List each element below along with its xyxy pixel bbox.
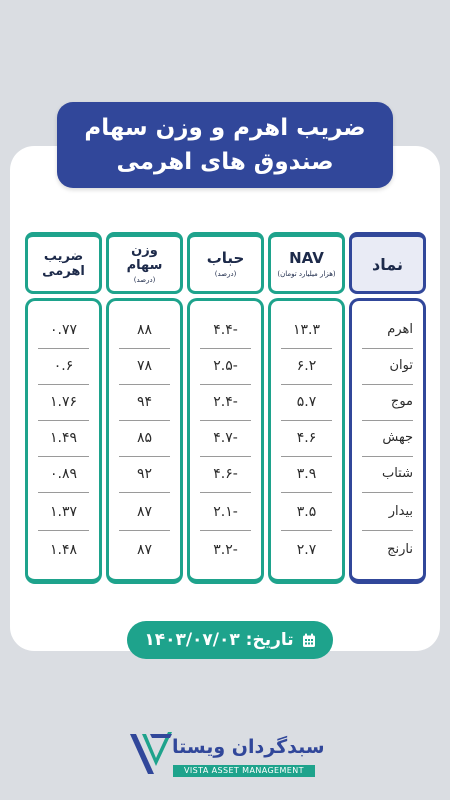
body-leverage	[25, 298, 102, 584]
body-symbol	[349, 298, 426, 584]
row-divider	[362, 384, 413, 385]
vista-logo-mark-icon	[128, 728, 174, 780]
row-divider	[119, 456, 170, 457]
cell-symbol: جهش	[382, 430, 413, 445]
cell-stock-weight: ۸۷	[136, 542, 153, 558]
header-bubble-unit: (درصد)	[214, 269, 237, 278]
row-divider	[119, 492, 170, 493]
cell-nav: ۳.۹	[296, 466, 317, 482]
cell-leverage: ۰.۷۷	[49, 322, 77, 338]
row-divider	[200, 384, 251, 385]
cell-nav: ۴.۶	[296, 430, 317, 446]
row-divider	[362, 530, 413, 531]
row-divider	[200, 530, 251, 531]
row-divider	[281, 492, 332, 493]
cell-bubble: -۲.۱	[213, 504, 238, 520]
row-divider	[281, 348, 332, 349]
row-divider	[200, 420, 251, 421]
row-divider	[200, 492, 251, 493]
date-badge	[127, 621, 333, 659]
cell-bubble: -۲.۵	[213, 358, 238, 374]
cell-bubble: -۴.۴	[213, 322, 238, 338]
cell-stock-weight: ۸۵	[136, 430, 153, 446]
row-divider	[38, 456, 89, 457]
header-nav-label: NAV	[289, 248, 324, 267]
row-divider	[362, 420, 413, 421]
row-divider	[281, 420, 332, 421]
cell-leverage: ۱.۴۸	[49, 542, 77, 558]
row-divider	[119, 530, 170, 531]
date-text: تاریخ: ۱۴۰۳/۰۷/۰۳	[144, 630, 294, 650]
header-leverage-line2: اهرمی	[42, 264, 85, 279]
row-divider	[38, 348, 89, 349]
cell-symbol: موج	[390, 394, 413, 409]
cell-bubble: -۲.۴	[213, 394, 238, 410]
title-line-1: ضریب اهرم و وزن سهام	[84, 115, 366, 141]
cell-symbol: نارنج	[387, 542, 413, 557]
row-divider	[119, 348, 170, 349]
cell-nav: ۱۳.۳	[292, 322, 320, 338]
cell-symbol: توان	[389, 358, 413, 373]
header-leverage	[25, 232, 102, 294]
row-divider	[362, 348, 413, 349]
row-divider	[38, 530, 89, 531]
cell-bubble: -۴.۷	[213, 430, 238, 446]
cell-bubble: -۳.۲	[213, 542, 238, 558]
row-divider	[119, 420, 170, 421]
cell-symbol: بیدار	[388, 504, 413, 519]
cell-symbol: شتاب	[381, 466, 413, 481]
row-divider	[38, 384, 89, 385]
header-nav-unit: (هزار میلیارد تومان)	[277, 269, 336, 278]
cell-nav: ۶.۲	[296, 358, 317, 374]
row-divider	[362, 492, 413, 493]
row-divider	[281, 530, 332, 531]
body-stock-weight	[106, 298, 183, 584]
row-divider	[281, 384, 332, 385]
cell-nav: ۵.۷	[296, 394, 317, 410]
cell-leverage: ۱.۷۶	[49, 394, 77, 410]
header-nav	[268, 232, 345, 294]
body-bubble	[187, 298, 264, 584]
cell-nav: ۳.۵	[296, 504, 317, 520]
row-divider	[200, 456, 251, 457]
logo-subtitle: VISTA ASSET MANAGEMENT	[173, 765, 315, 777]
cell-symbol: اهرم	[387, 322, 413, 337]
header-stock-weight	[106, 232, 183, 294]
cell-leverage: ۱.۴۹	[49, 430, 77, 446]
cell-stock-weight: ۹۴	[136, 394, 153, 410]
row-divider	[362, 456, 413, 457]
title-line-2: صندوق های اهرمی	[116, 149, 334, 175]
title-banner	[57, 102, 393, 188]
header-leverage-line1: ضریب	[43, 249, 84, 264]
cell-leverage: ۱.۳۷	[49, 504, 77, 520]
header-symbol	[349, 232, 426, 294]
row-divider	[200, 348, 251, 349]
row-divider	[119, 384, 170, 385]
header-bubble-label: حباب	[206, 248, 245, 267]
cell-leverage: ۰.۸۹	[49, 466, 77, 482]
header-weight-line2: سهام	[126, 258, 163, 273]
vista-logo	[128, 728, 328, 780]
cell-nav: ۲.۷	[296, 542, 317, 558]
cell-bubble: -۴.۶	[213, 466, 238, 482]
row-divider	[281, 456, 332, 457]
cell-stock-weight: ۷۸	[136, 358, 153, 374]
cell-leverage: ۰.۶	[53, 358, 74, 374]
calendar-icon	[302, 633, 316, 648]
header-weight-line1: وزن	[131, 243, 158, 258]
row-divider	[38, 492, 89, 493]
cell-stock-weight: ۸۷	[136, 504, 153, 520]
row-divider	[38, 420, 89, 421]
header-symbol-label: نماد	[372, 254, 403, 274]
logo-brand-text: سبدگردان ویستا	[172, 736, 325, 758]
body-nav	[268, 298, 345, 584]
cell-stock-weight: ۹۲	[136, 466, 153, 482]
cell-stock-weight: ۸۸	[136, 322, 153, 338]
header-bubble	[187, 232, 264, 294]
header-weight-unit: (درصد)	[133, 276, 156, 284]
